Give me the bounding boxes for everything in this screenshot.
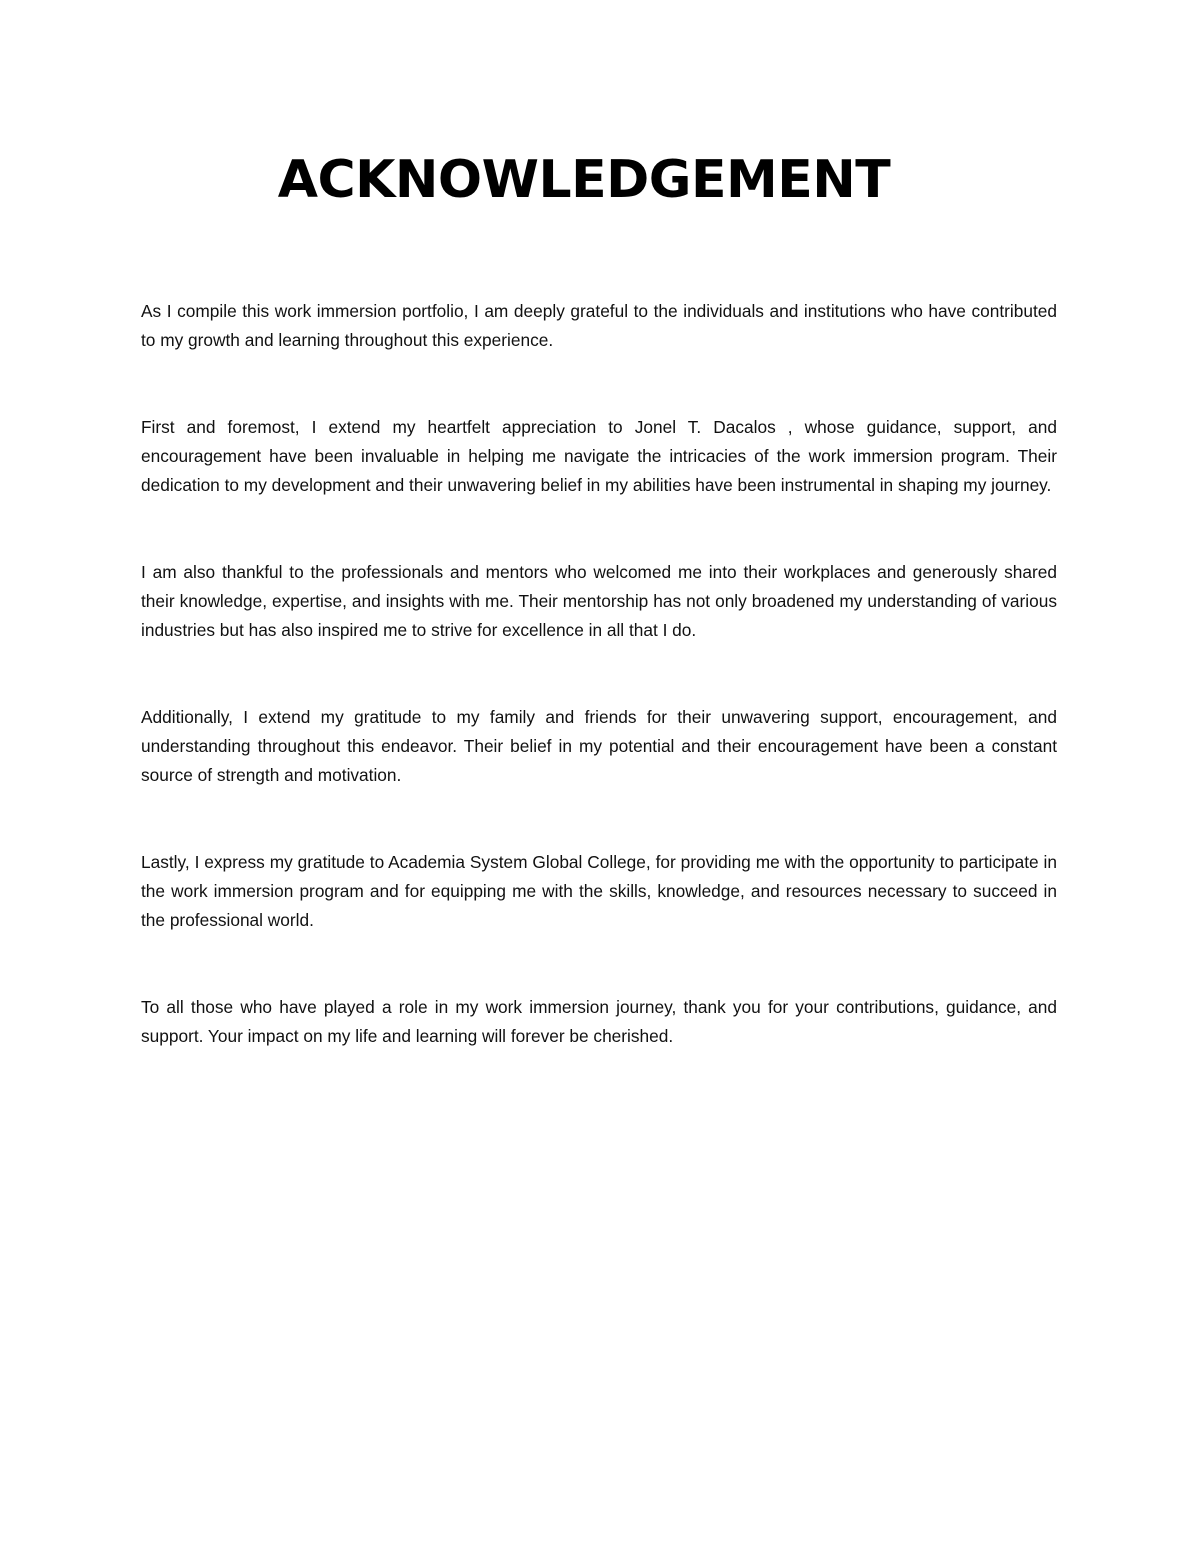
paragraph-closing: To all those who have played a role in my work immersion journey, thank you for your contributions, guidance, and support. Your impact on my life and learning will forever be cherished. — [141, 997, 1057, 1046]
document-body — [141, 297, 1057, 1109]
paragraph-mentors: I am also thankful to the professionals and mentors who welcomed me into their workplaces and generously shared their knowledge, expertise, and insights with me. Their mentorship has not only broadened my understanding of various industries but has also inspired me to strive for excellence in all that I do. — [141, 562, 1057, 640]
paragraph-family: Additionally, I extend my gratitude to my family and friends for their unwavering support, encouragement, and understanding throughout this endeavor. Their belief in my potential and their encouragement have been a constant source of strength and motivation. — [141, 707, 1057, 785]
page-title: ACKNOWLEDGEMENT — [277, 150, 891, 210]
paragraph-college: Lastly, I express my gratitude to Academia System Global College, for providing me with the opportunity to participate in the work immersion program and for equipping me with the skills, knowledge, and resources necessary to succeed in the professional world. — [141, 852, 1057, 930]
paragraph-intro: As I compile this work immersion portfolio, I am deeply grateful to the individuals and institutions who have contributed to my growth and learning throughout this experience. — [141, 301, 1057, 350]
paragraph-adviser: First and foremost, I extend my heartfelt appreciation to Jonel T. Dacalos , whose guidance, support, and encouragement have been invaluable in helping me navigate the intricacies of the work immersion program. Their dedication to my development and their unwavering belief in my abilities have been instrumental in shaping my journey. — [141, 417, 1057, 495]
